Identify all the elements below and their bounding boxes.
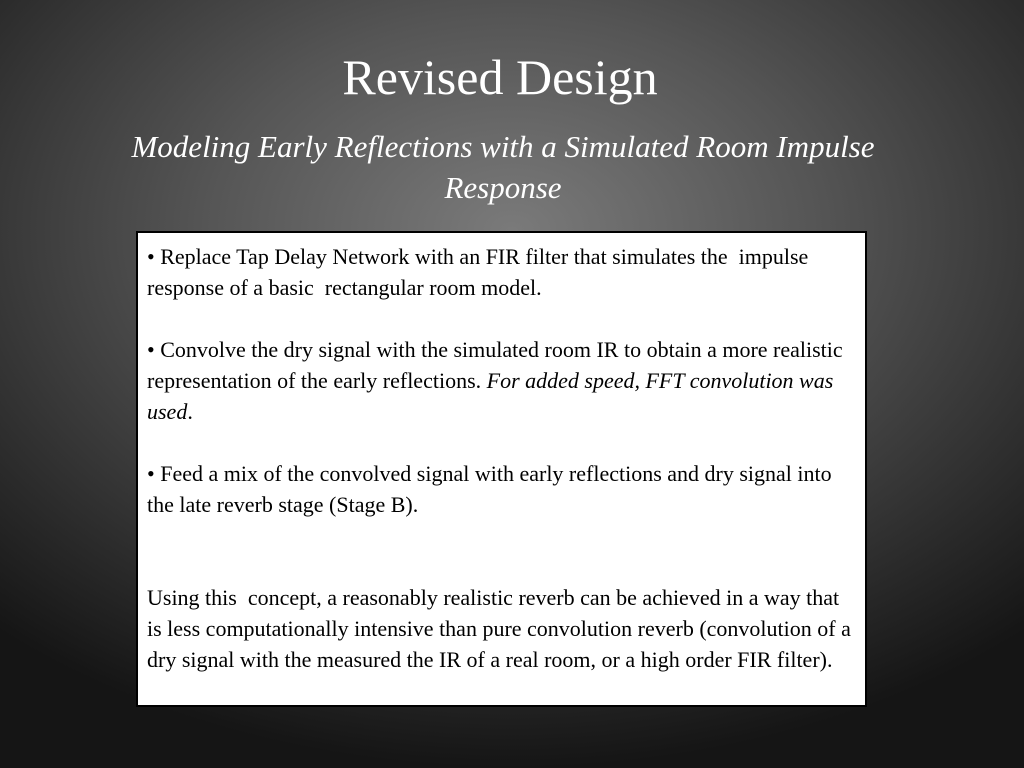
bullet-2-emphasis: For added speed, FFT convolution was used <box>147 368 839 424</box>
content-box <box>136 231 867 707</box>
bullet-2 <box>147 334 857 427</box>
bullet-2-text: • Convolve the dry signal with the simulated room IR to obtain a more realistic representation of the early reflections. <box>147 337 849 393</box>
spacer <box>147 303 857 334</box>
spacer <box>147 520 857 582</box>
bullet-1: • Replace Tap Delay Network with an FIR filter that simulates the impulse response of a basic rectangular room model. <box>147 244 814 300</box>
slide-subtitle: Modeling Early Reflections with a Simulated Room Impulse Response <box>131 129 875 205</box>
spacer <box>147 427 857 458</box>
bullet-2-tail: . <box>187 399 193 424</box>
bullet-3: • Feed a mix of the convolved signal with early reflections and dry signal into the late reverb stage (Stage B). <box>147 461 838 517</box>
slide-title: Revised Design <box>342 49 658 105</box>
conclusion-text: Using this concept, a reasonably realistic reverb can be achieved in a way that is less computationally intensive than pure convolution reverb (convolution of a dry signal with the measured the IR of a real room, or a high order FIR filter). <box>147 585 857 672</box>
